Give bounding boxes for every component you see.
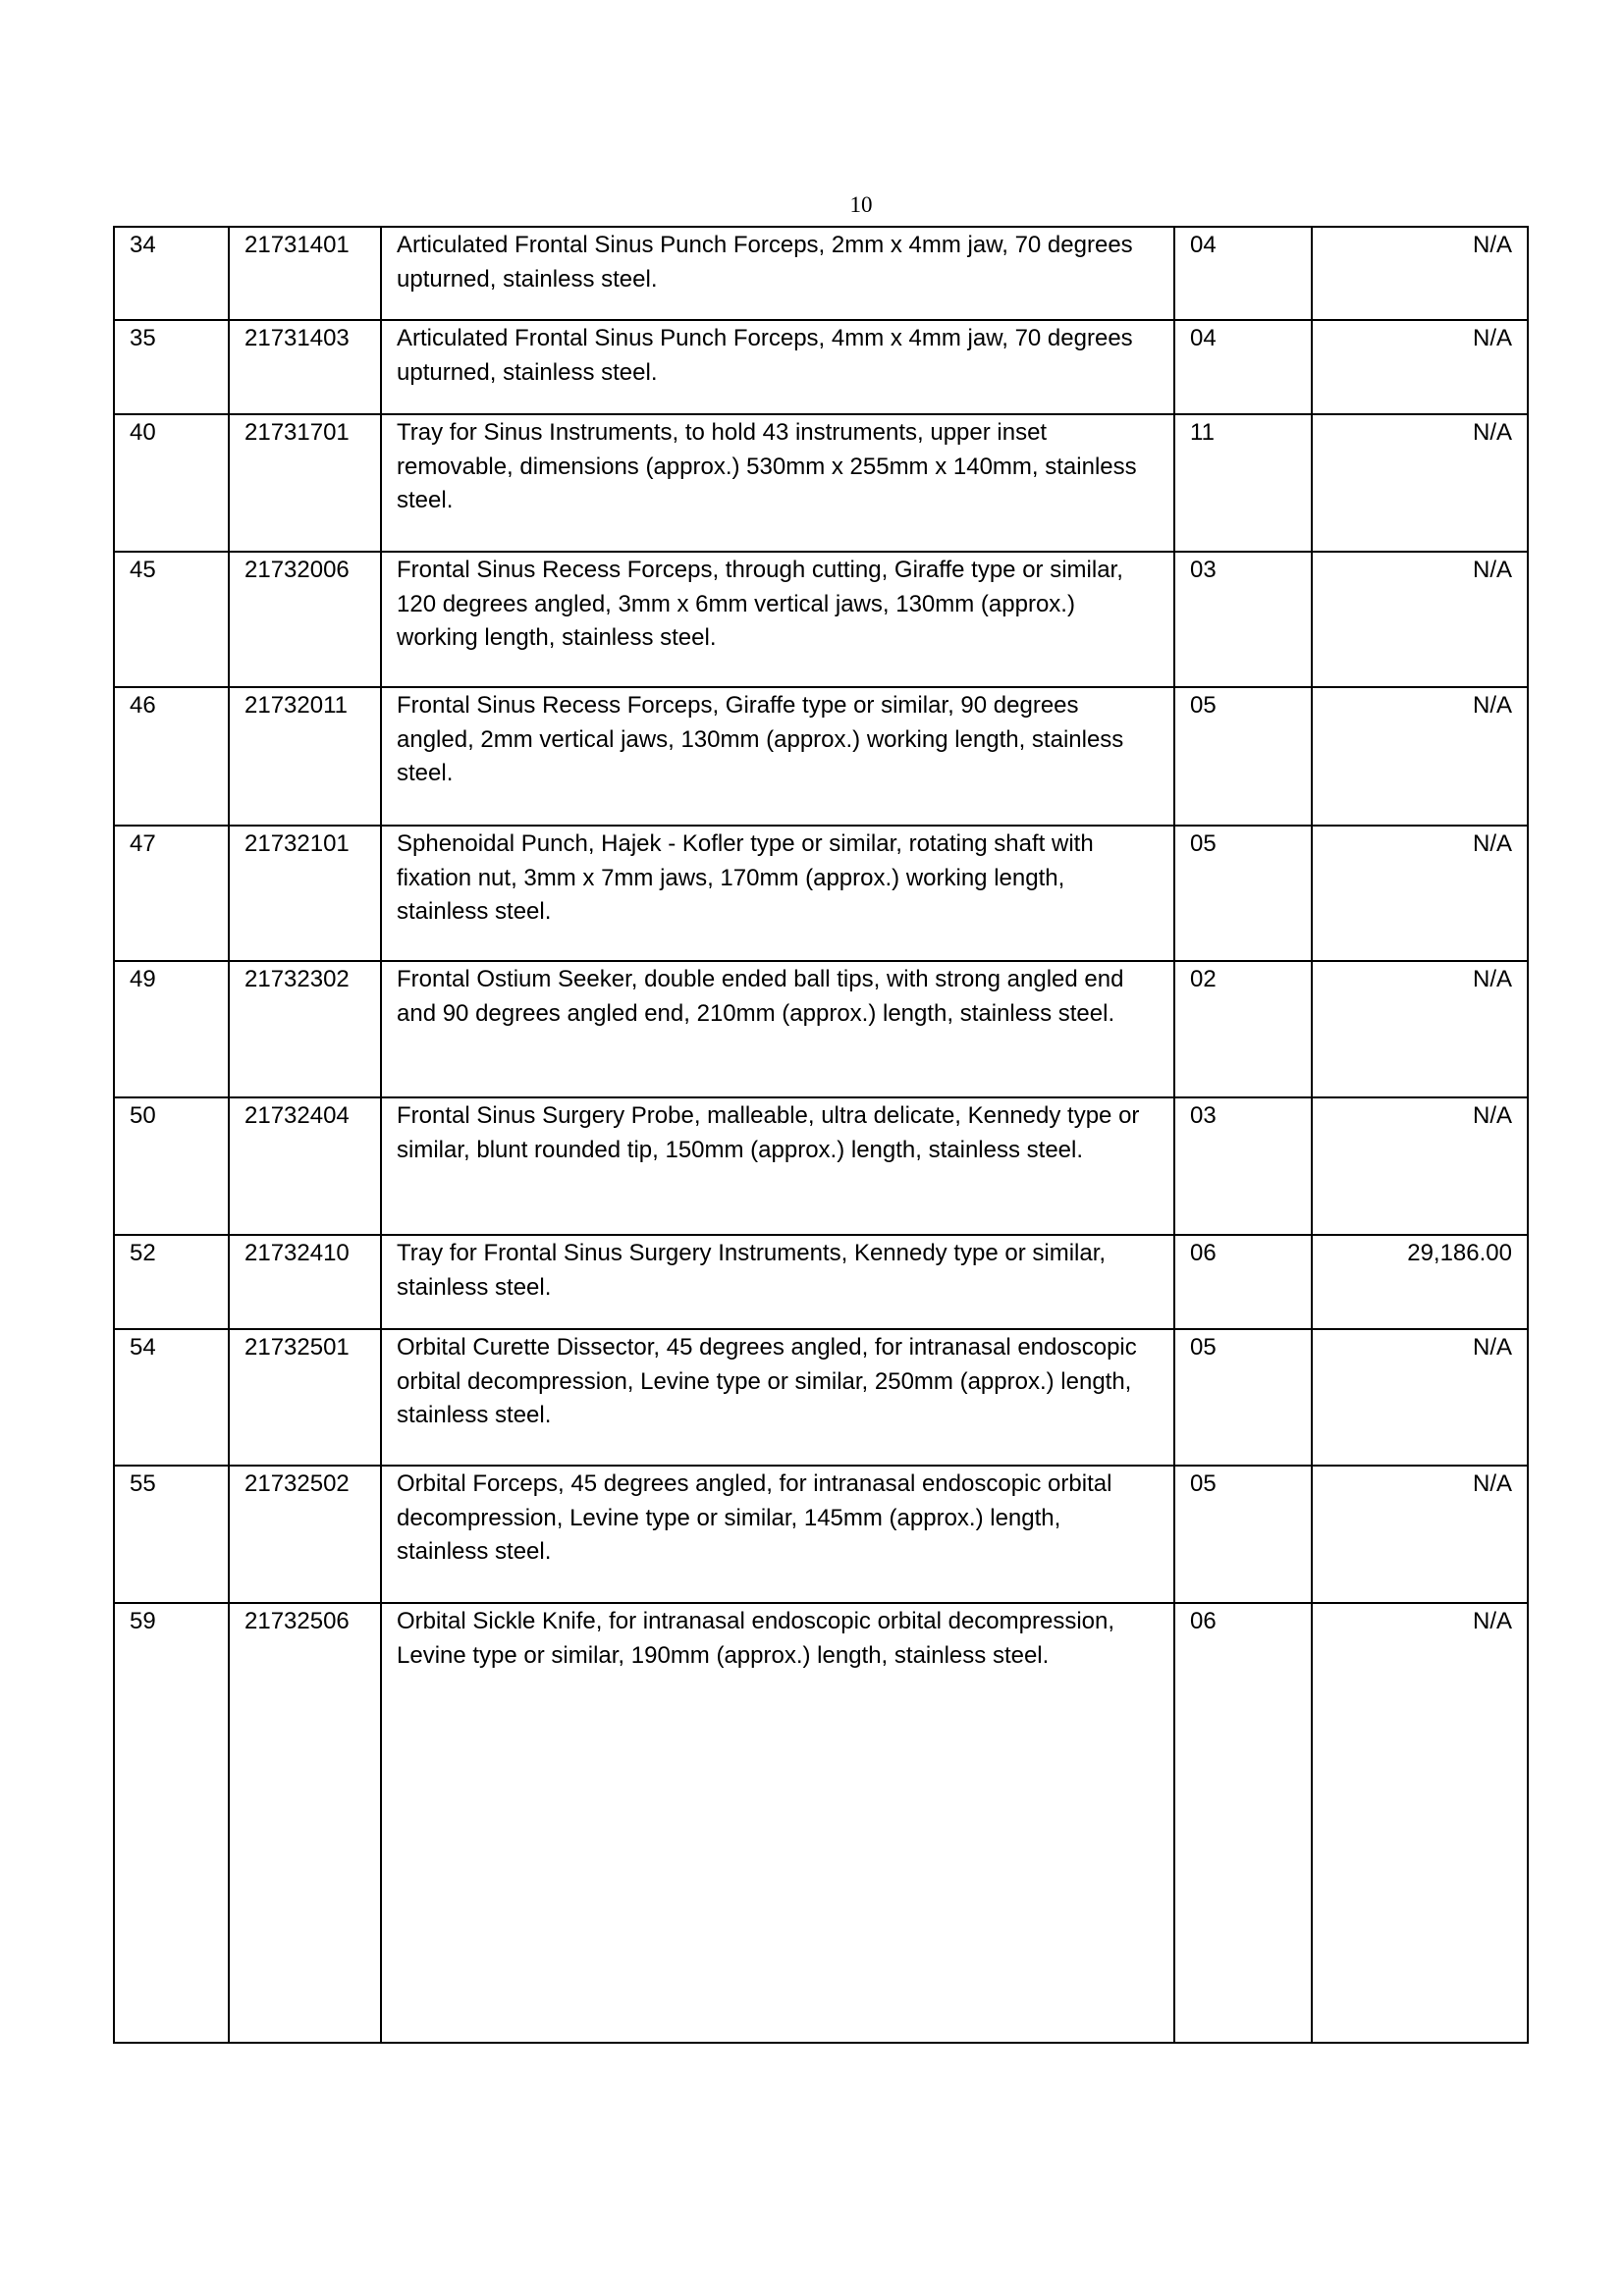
item-description-cell: Orbital Forceps, 45 degrees angled, for intranasal endoscopic orbital decompression, Levine type or similar, 145mm (approx.) length, stainless steel. <box>381 1466 1174 1603</box>
items-table <box>113 226 1529 2044</box>
item-price-cell: N/A <box>1312 826 1528 961</box>
item-description-cell: Tray for Frontal Sinus Surgery Instruments, Kennedy type or similar, stainless steel. <box>381 1235 1174 1329</box>
item-price-cell: N/A <box>1312 1329 1528 1466</box>
table-row <box>114 552 1528 687</box>
item-price-cell: N/A <box>1312 961 1528 1097</box>
item-price-cell: N/A <box>1312 1097 1528 1235</box>
item-number-cell: 52 <box>114 1235 229 1329</box>
table-row <box>114 1235 1528 1329</box>
page-number: 10 <box>849 192 873 217</box>
item-code-cell: 21732410 <box>229 1235 381 1329</box>
item-code-cell: 21732502 <box>229 1466 381 1603</box>
item-description-cell: Frontal Sinus Recess Forceps, Giraffe type or similar, 90 degrees angled, 2mm vertical jaws, 130mm (approx.) working length, stainless steel. <box>381 687 1174 826</box>
table-row <box>114 414 1528 552</box>
item-quantity-cell: 05 <box>1174 687 1312 826</box>
item-quantity-cell: 11 <box>1174 414 1312 552</box>
item-number-cell: 54 <box>114 1329 229 1466</box>
item-code-cell: 21732506 <box>229 1603 381 2043</box>
item-price-cell: N/A <box>1312 552 1528 687</box>
item-price-cell: N/A <box>1312 687 1528 826</box>
item-description-cell: Articulated Frontal Sinus Punch Forceps, 4mm x 4mm jaw, 70 degrees upturned, stainless steel. <box>381 320 1174 414</box>
item-description-cell: Sphenoidal Punch, Hajek - Kofler type or similar, rotating shaft with fixation nut, 3mm x 7mm jaws, 170mm (approx.) working length, stainless steel. <box>381 826 1174 961</box>
item-quantity-cell: 04 <box>1174 320 1312 414</box>
item-number-cell: 46 <box>114 687 229 826</box>
item-number-cell: 47 <box>114 826 229 961</box>
item-description-cell: Tray for Sinus Instruments, to hold 43 instruments, upper inset removable, dimensions (approx.) 530mm x 255mm x 140mm, stainless steel. <box>381 414 1174 552</box>
table-row <box>114 961 1528 1097</box>
item-quantity-cell: 04 <box>1174 227 1312 320</box>
table-row <box>114 1466 1528 1603</box>
table-row <box>114 687 1528 826</box>
item-description-cell: Orbital Sickle Knife, for intranasal endoscopic orbital decompression, Levine type or similar, 190mm (approx.) length, stainless steel. <box>381 1603 1174 2043</box>
table-row <box>114 1097 1528 1235</box>
item-quantity-cell: 05 <box>1174 826 1312 961</box>
item-price-cell: N/A <box>1312 1603 1528 2043</box>
item-quantity-cell: 05 <box>1174 1466 1312 1603</box>
item-quantity-cell: 06 <box>1174 1603 1312 2043</box>
item-code-cell: 21732302 <box>229 961 381 1097</box>
item-number-cell: 50 <box>114 1097 229 1235</box>
item-code-cell: 21732006 <box>229 552 381 687</box>
item-quantity-cell: 03 <box>1174 1097 1312 1235</box>
item-number-cell: 34 <box>114 227 229 320</box>
item-description-cell: Articulated Frontal Sinus Punch Forceps, 2mm x 4mm jaw, 70 degrees upturned, stainless steel. <box>381 227 1174 320</box>
item-code-cell: 21732404 <box>229 1097 381 1235</box>
item-quantity-cell: 06 <box>1174 1235 1312 1329</box>
table-row <box>114 1603 1528 2043</box>
item-description-cell: Frontal Ostium Seeker, double ended ball tips, with strong angled end and 90 degrees angled end, 210mm (approx.) length, stainless steel. <box>381 961 1174 1097</box>
item-quantity-cell: 05 <box>1174 1329 1312 1466</box>
item-code-cell: 21732101 <box>229 826 381 961</box>
item-code-cell: 21731403 <box>229 320 381 414</box>
item-code-cell: 21731701 <box>229 414 381 552</box>
table-row <box>114 1329 1528 1466</box>
item-price-cell: N/A <box>1312 414 1528 552</box>
table-row <box>114 320 1528 414</box>
item-number-cell: 55 <box>114 1466 229 1603</box>
item-number-cell: 49 <box>114 961 229 1097</box>
item-price-cell: N/A <box>1312 1466 1528 1603</box>
item-number-cell: 45 <box>114 552 229 687</box>
item-number-cell: 59 <box>114 1603 229 2043</box>
item-description-cell: Frontal Sinus Recess Forceps, through cutting, Giraffe type or similar, 120 degrees angled, 3mm x 6mm vertical jaws, 130mm (approx.) working length, stainless steel. <box>381 552 1174 687</box>
item-description-cell: Frontal Sinus Surgery Probe, malleable, ultra delicate, Kennedy type or similar, blunt rounded tip, 150mm (approx.) length, stainless steel. <box>381 1097 1174 1235</box>
table-row <box>114 826 1528 961</box>
item-code-cell: 21732011 <box>229 687 381 826</box>
item-number-cell: 35 <box>114 320 229 414</box>
item-code-cell: 21732501 <box>229 1329 381 1466</box>
item-code-cell: 21731401 <box>229 227 381 320</box>
item-number-cell: 40 <box>114 414 229 552</box>
item-description-cell: Orbital Curette Dissector, 45 degrees angled, for intranasal endoscopic orbital decompression, Levine type or similar, 250mm (approx.) length, stainless steel. <box>381 1329 1174 1466</box>
item-quantity-cell: 03 <box>1174 552 1312 687</box>
item-quantity-cell: 02 <box>1174 961 1312 1097</box>
item-price-cell: N/A <box>1312 227 1528 320</box>
item-price-cell: 29,186.00 <box>1312 1235 1528 1329</box>
item-price-cell: N/A <box>1312 320 1528 414</box>
table-row <box>114 227 1528 320</box>
